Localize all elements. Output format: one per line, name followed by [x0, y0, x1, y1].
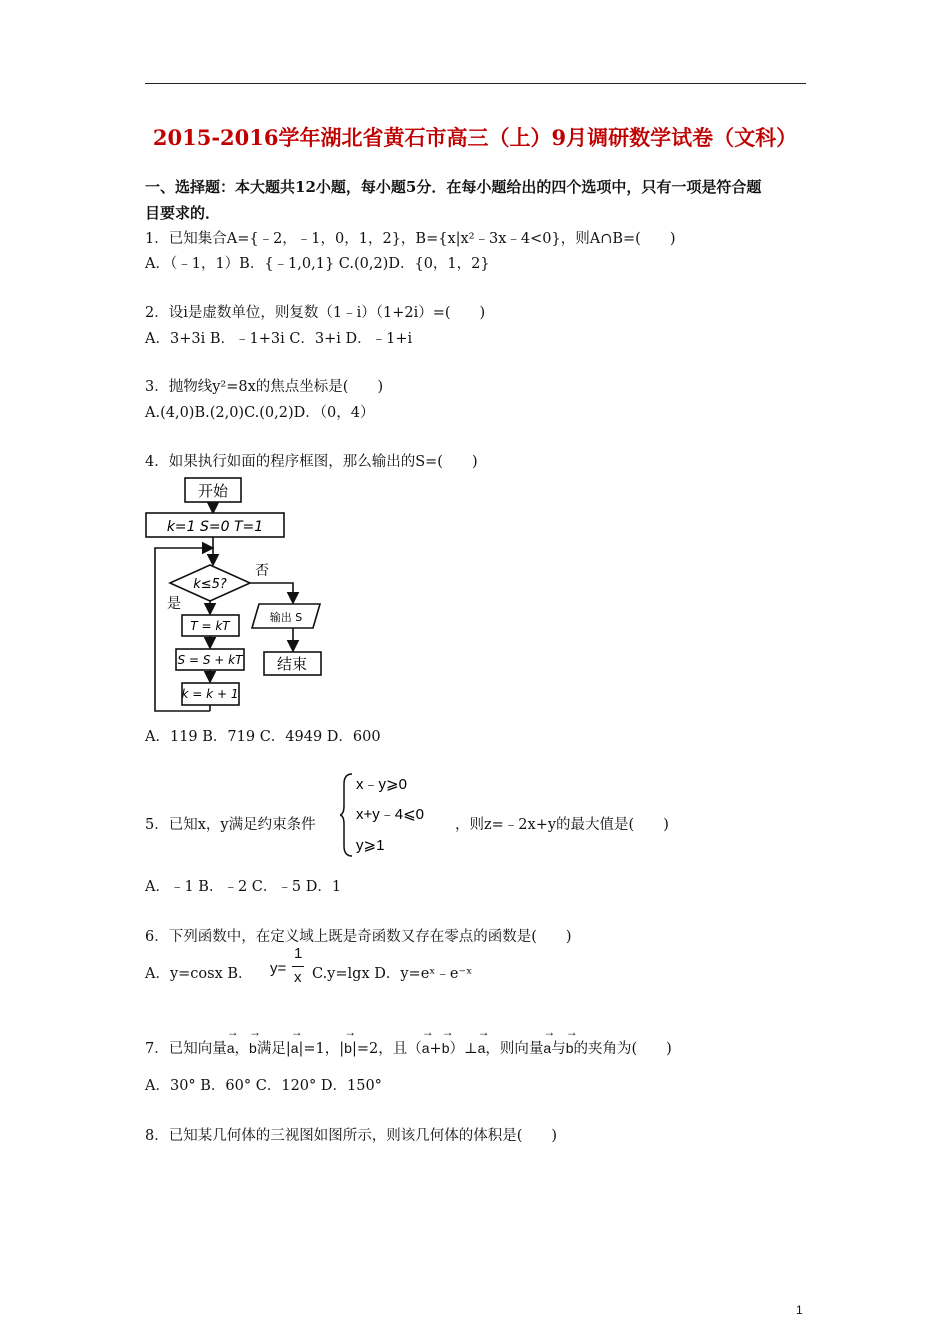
vector-arrow-icon: →	[249, 1025, 262, 1039]
q5-brace	[340, 774, 352, 856]
q6-fraction-numerator: 1	[294, 945, 303, 962]
q5-constraint-2: x+y﹣4⩽0	[356, 806, 425, 823]
section-heading-line2: 目要求的．	[145, 204, 221, 222]
flowchart-yes-label: 是	[167, 596, 181, 612]
q7-text: ）⊥	[449, 1041, 478, 1057]
flowchart-end-label: 结束	[276, 655, 308, 673]
q7-text: +	[429, 1041, 442, 1057]
page-number: 1	[796, 1303, 803, 1317]
q4-options: A．119 B．719 C．4949 D．600	[145, 729, 381, 745]
flowchart-init-label: k=1 S=0 T=1	[166, 519, 264, 535]
q3-options: A.(4,0)B.(2,0)C.(0,2)D．（0，4）	[145, 405, 375, 421]
q7-vector-b	[344, 1025, 357, 1056]
header-rule	[145, 83, 806, 84]
q4-stem: 4．如果执行如面的程序框图，那么输出的S=( )	[145, 454, 478, 470]
q5-constraint-3: y⩾1	[356, 837, 385, 854]
q8-stem: 8．已知某几何体的三视图如图所示，则该几何体的体积是( )	[145, 1128, 558, 1144]
q7-vector-b-label: b	[441, 1040, 450, 1056]
q7-vector-b-label: b	[344, 1040, 352, 1056]
q7-options: A．30° B．60° C．120° D．150°	[145, 1078, 382, 1094]
q6-fraction-bar	[292, 966, 304, 967]
q7-vector-b-label: b	[565, 1040, 574, 1056]
q7-vector-a	[226, 1025, 239, 1056]
page-title: 2015-2016学年湖北省黄石市高三（上）9月调研数学试卷（文科）	[152, 125, 798, 150]
flowchart-step2-label: S = S + kT	[177, 653, 243, 667]
flowchart-cond-label: k≤5?	[193, 577, 227, 592]
q7-text: 满足|	[256, 1041, 291, 1057]
vector-arrow-icon: →	[290, 1025, 303, 1039]
q7-vector-a	[290, 1025, 303, 1056]
q7-vector-b	[441, 1025, 454, 1056]
q3-stem: 3．抛物线y²=8x的焦点坐标是( )	[145, 379, 384, 395]
q7-text: 的夹角为( )	[573, 1041, 672, 1057]
vector-arrow-icon: →	[565, 1025, 578, 1039]
flowchart-output-label: 输出 S	[269, 611, 303, 624]
flowchart-step3-label: k = k + 1	[181, 687, 239, 701]
q5-stem-before: 5．已知x，y满足约束条件	[145, 817, 316, 833]
q7-vector-a-label: a	[421, 1040, 430, 1056]
q7-vector-b	[249, 1025, 262, 1056]
q2-options: A．3+3i B．﹣1+3i C．3+i D．﹣1+i	[145, 331, 413, 347]
q7-vector-b-label: b	[249, 1040, 257, 1056]
q7-stem	[145, 1025, 672, 1058]
q6-fraction-lhs: y=	[270, 960, 287, 977]
q7-text: |=1，|	[298, 1041, 345, 1057]
q7-vector-a-label: a	[477, 1040, 486, 1056]
flowchart-arrow	[250, 583, 293, 603]
vector-arrow-icon: →	[477, 1025, 490, 1039]
flowchart-no-label: 否	[255, 563, 269, 579]
q6-option-a: A．y=cosx B．	[145, 966, 253, 982]
flowchart	[145, 473, 345, 723]
q7-text: ，	[234, 1041, 250, 1057]
q7-vector-b	[565, 1025, 578, 1056]
q5-constraint-system	[340, 770, 460, 860]
vector-arrow-icon: →	[441, 1025, 454, 1039]
flowchart-start-label: 开始	[197, 482, 229, 500]
q7-vector-a	[477, 1025, 490, 1056]
q5-stem-after: ，则z=﹣2x+y的最大值是( )	[455, 817, 669, 833]
vector-arrow-icon: →	[344, 1025, 357, 1039]
vector-arrow-icon: →	[421, 1025, 434, 1039]
q5-options: A．﹣1 B．﹣2 C．﹣5 D．1	[145, 879, 342, 895]
q6-option-rest: C.y=lgx D．y=eˣ﹣e⁻ˣ	[312, 966, 473, 982]
q5-constraint-1: x﹣y⩾0	[356, 776, 407, 793]
q7-text: ，则向量	[485, 1041, 544, 1057]
q6-stem: 6．下列函数中，在定义域上既是奇函数又存在零点的函数是( )	[145, 929, 572, 945]
q1-options: A．（﹣1，1）B．{﹣1,0,1} C.(0,2)D．{0，1，2}	[145, 256, 490, 272]
q2-stem: 2．设i是虚数单位，则复数（1﹣i）（1+2i）=( )	[145, 305, 486, 321]
q7-vector-a	[421, 1025, 434, 1056]
q1-stem: 1．已知集合A={﹣2，﹣1，0，1，2}，B={x|x²﹣3x﹣4<0}，则A∩B=( )	[145, 231, 676, 247]
vector-arrow-icon: →	[226, 1025, 239, 1039]
vector-arrow-icon: →	[543, 1025, 556, 1039]
q7-text: 7．已知向量	[145, 1041, 227, 1057]
q7-vector-a	[543, 1025, 556, 1056]
q7-text: 与	[551, 1041, 566, 1057]
q7-vector-a-label: a	[543, 1040, 552, 1056]
flowchart-step1-label: T = kT	[190, 619, 230, 633]
q7-text: |=2，且（	[351, 1041, 422, 1057]
q6-fraction-denominator: x	[294, 969, 302, 986]
q7-vector-a-label: a	[290, 1040, 299, 1056]
q7-vector-a-label: a	[226, 1040, 235, 1056]
section-heading-line1: 一、选择题：本大题共12小题，每小题5分．在每小题给出的四个选项中，只有一项是符合题	[145, 178, 762, 196]
